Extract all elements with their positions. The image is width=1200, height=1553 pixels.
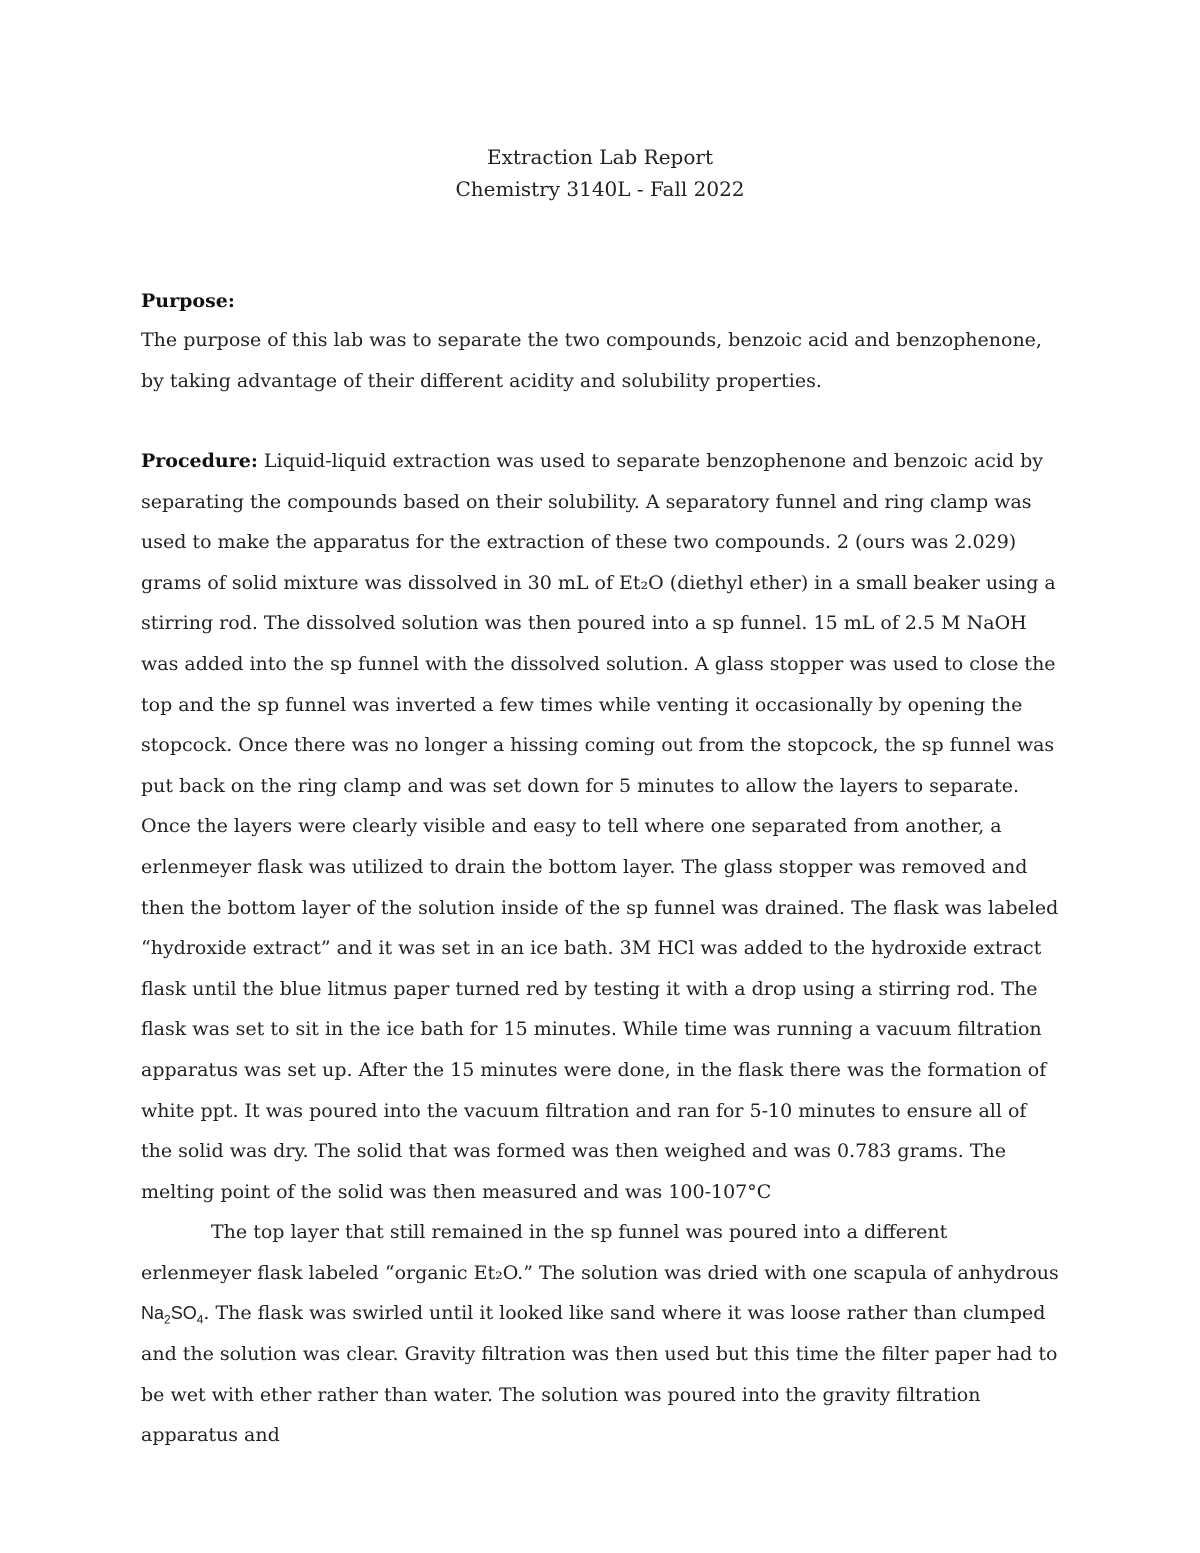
- purpose-text: The purpose of this lab was to separate the two compounds, benzoic acid and benzophenone, by taking advantage of their different acidity and solubility properties.: [141, 329, 1042, 392]
- formula-na-subscript: 2: [164, 1313, 171, 1328]
- procedure-paragraph-1: [141, 441, 1061, 1212]
- procedure-section: [141, 441, 1061, 1456]
- purpose-paragraph: [141, 320, 1061, 401]
- procedure-text-2-end: . The flask was swirled until it looked like sand where it was loose rather than clumped and the solution was clear. Gravity filtration was then used but this time the filter paper had to be wet with ether rather than water. The solution was poured into the gravity filtration apparatus and: [141, 1302, 1058, 1447]
- procedure-heading: Procedure:: [141, 450, 258, 472]
- report-course-term: Chemistry 3140L - Fall 2022: [455, 177, 745, 201]
- procedure-text-2-start: The top layer that still remained in the sp funnel was poured into a different erlenmeyer flask labeled “organic Et₂O.” The solution was dried with one scapula of anhydrous: [141, 1221, 1059, 1284]
- formula-na: Na: [141, 1303, 165, 1324]
- report-title: [0, 141, 1200, 205]
- sodium-sulfate-formula: [141, 1303, 204, 1328]
- procedure-paragraph-2: [141, 1212, 1061, 1456]
- procedure-text-1: Liquid-liquid extraction was used to separate benzophenone and benzoic acid by separating the compounds based on their solubility. A separatory funnel and ring clamp was used to make the apparatus for the extraction of these two compounds. 2 (ours was 2.029) grams of solid mixture was dissolved in 30 mL of Et₂O (diethyl ether) in a small beaker using a stirring rod. The dissolved solution was then poured into a sp funnel. 15 mL of 2.5 M NaOH was added into the sp funnel with the dissolved solution. A glass stopper was used to close the top and the sp funnel was inverted a few times while venting it occasionally by opening the stopcock. Once there was no longer a hissing coming out from the stopcock, the sp funnel was put back on the ring clamp and was set down for 5 minutes to allow the layers to separate. Once the layers were clearly visible and easy to tell where one separated from another, a erlenmeyer flask was utilized to drain the bottom layer. The glass stopper was removed and then the bottom layer of the solution inside of the sp funnel was drained. The flask was labeled “hydroxide extract” and it was set in an ice bath. 3M HCl was added to the hydroxide extract flask until the blue litmus paper turned red by testing it with a drop using a stirring rod. The flask was set to sit in the ice bath for 15 minutes. While time was running a vacuum filtration apparatus was set up. After the 15 minutes were done, in the flask there was the formation of white ppt. It was poured into the vacuum filtration and ran for 5-10 minutes to ensure all of the solid was dry. The solid that was formed was then weighed and was 0.783 grams. The melting point of the solid was then measured and was 100-107°C: [141, 450, 1059, 1203]
- report-title-main: Extraction Lab Report: [486, 145, 713, 169]
- formula-so-subscript: 4: [196, 1313, 204, 1328]
- purpose-heading: Purpose:: [141, 290, 235, 312]
- formula-so: SO: [170, 1303, 197, 1324]
